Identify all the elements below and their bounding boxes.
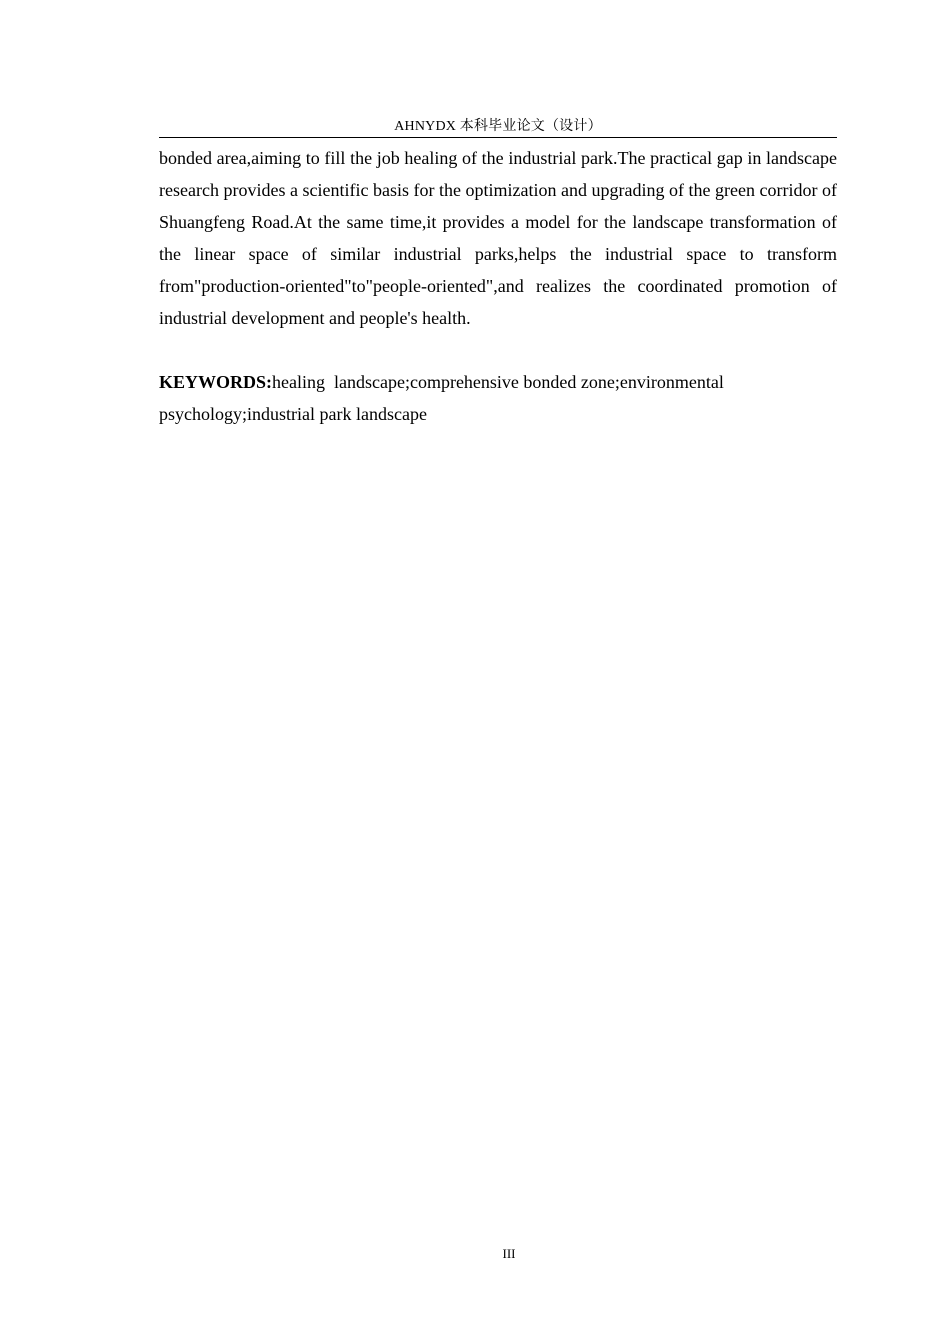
keywords-block [159, 366, 779, 430]
header-divider [159, 137, 837, 138]
abstract-paragraph: bonded area,aiming to fill the job healing of the industrial park.The practical gap in landscape research provides a scientific basis for the optimization and upgrading of the green corridor of Shuangfeng Road.At the same time,it provides a model for the landscape transformation of the linear space of similar industrial parks,helps the industrial space to transform from"production-oriented"to"people-oriented",and realizes the coordinated promotion of industrial development and people's health. [159, 148, 837, 328]
page-number: III [502, 1246, 516, 1261]
keywords-line-2: psychology;industrial park landscape [159, 404, 427, 424]
keywords-line-1: healing landscape;comprehensive bonded zone;environmental [272, 372, 724, 392]
running-header-title: AHNYDX 本科毕业论文（设计） [394, 119, 602, 134]
keywords-label: KEYWORDS: [159, 372, 273, 392]
